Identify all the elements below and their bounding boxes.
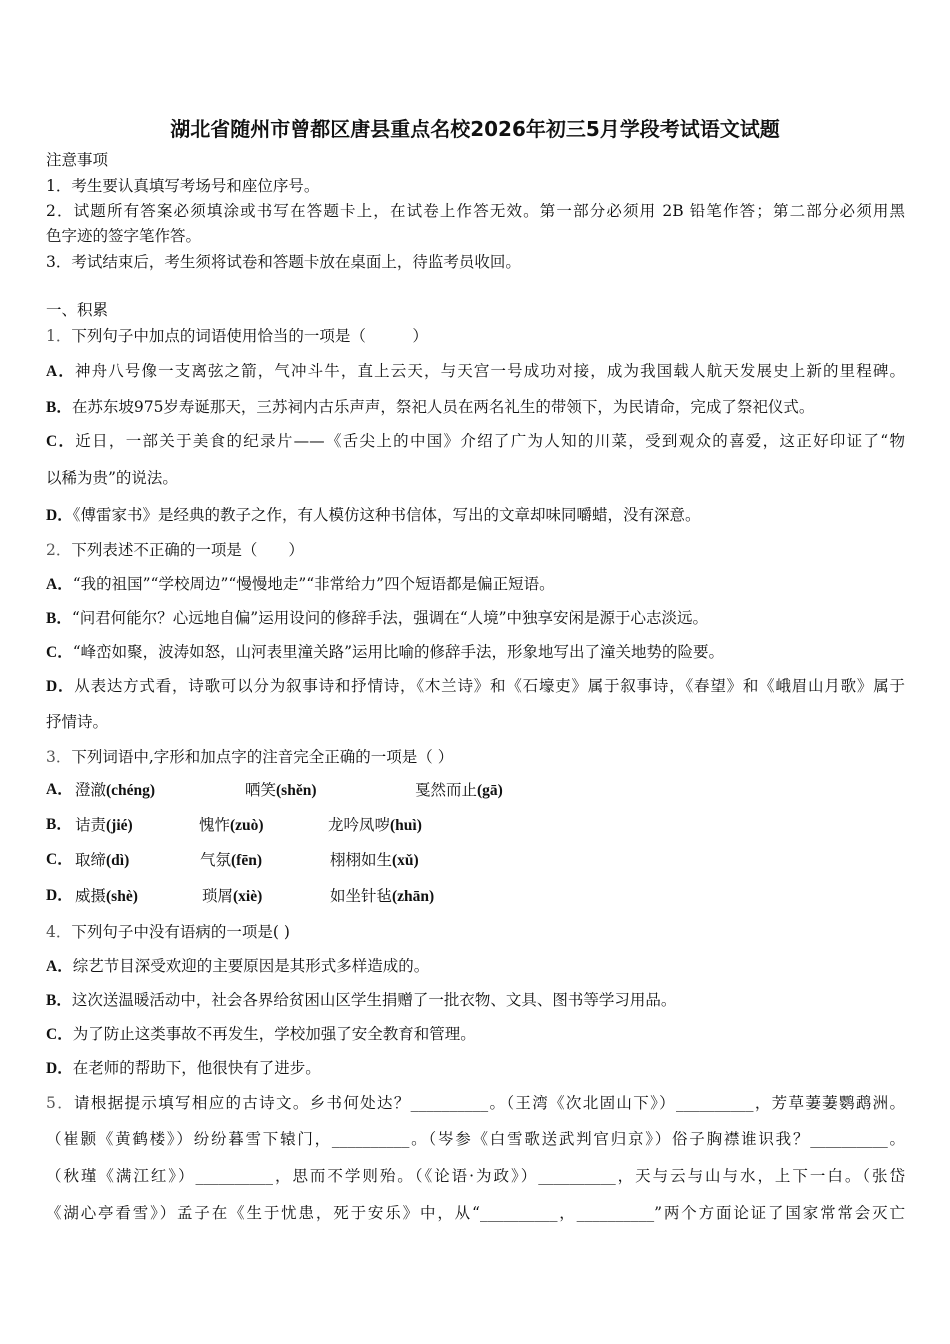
option-label: C．: [46, 644, 73, 661]
word-item: [199, 814, 264, 837]
option-label: C．: [46, 433, 76, 450]
question-number: 3．: [46, 748, 72, 766]
q4-option-c: [46, 1023, 476, 1046]
option-text: 在苏东坡975岁寿诞那天，三苏祠内古乐声声，祭祀人员在两名礼生的带领下，为民请命，完成了祭祀仪式。: [71, 398, 815, 416]
option-label: B．: [46, 992, 72, 1009]
word: 戛然而止: [415, 781, 478, 799]
word: 诘责: [75, 816, 107, 834]
word-item: [75, 814, 133, 837]
question-text: 下列词语中,字形和加点字的注音完全正确的一项是（ ）: [71, 748, 454, 766]
word-item: [200, 849, 262, 872]
pinyin: (xǔ): [392, 852, 419, 869]
word-item: [330, 849, 419, 872]
word: 琐屑: [202, 887, 234, 905]
option-label: A．: [46, 781, 73, 798]
word-item: [245, 779, 317, 802]
word-item: [415, 779, 503, 802]
q2-option-d-cont: 抒情诗。: [46, 713, 109, 731]
question-5-line: [46, 1092, 905, 1114]
q1-option-d: [46, 504, 700, 527]
q1-option-c: [46, 430, 905, 453]
word-item: [330, 885, 434, 908]
notice-item: 3．考试结束后，考生须将试卷和答题卡放在桌面上，待监考员收回。: [46, 253, 521, 271]
pinyin: (dì): [106, 852, 130, 869]
pinyin: (gā): [477, 782, 503, 799]
option-label: C．: [46, 1026, 73, 1043]
notice-item: 2．试题所有答案必须填涂或书写在答题卡上，在试卷上作答无效。第一部分必须用 2B 铅笔作答；第二部分必须用黑: [46, 202, 905, 220]
option-label: A．: [46, 363, 75, 380]
option-text: 神舟八号像一支离弦之箭，气冲斗牛，直上云天，与天宫一号成功对接，成为我国载人航天发展史上新的里程碑。: [74, 362, 905, 380]
option-label: B．: [46, 399, 72, 416]
notice-heading: 注意事项: [46, 151, 109, 169]
pinyin: (zhān): [392, 888, 435, 905]
pinyin: (xiè): [233, 888, 263, 905]
pinyin: (shěn): [276, 782, 317, 799]
option-text: “峰峦如聚，波涛如怒，山河表里潼关路”运用比喻的修辞手法，形象地写出了潼关地势的险要。: [72, 643, 725, 661]
q1-option-b: [46, 396, 814, 419]
option-text: 在老师的帮助下，他很快有了进步。: [72, 1059, 321, 1077]
word: 栩栩如生: [330, 851, 393, 869]
q2-option-a: [46, 573, 555, 596]
question-number: 5．: [46, 1094, 75, 1112]
word: 哂笑: [245, 781, 277, 799]
q4-option-b: [46, 989, 676, 1012]
question-number: 4．: [46, 923, 72, 941]
pinyin: (fēn): [231, 852, 263, 869]
question-number: 2．: [46, 541, 72, 559]
option-text: 近日，一部关于美食的纪录片——《舌尖上的中国》介绍了广为人知的川菜，受到观众的喜爱，这正好印证了“物: [75, 432, 905, 450]
option-label: A．: [46, 958, 73, 975]
option-text: 这次送温暖活动中，社会各界给贫困山区学生捐赠了一批衣物、文具、图书等学习用品。: [71, 991, 677, 1009]
q4-option-a: [46, 955, 429, 978]
word-item: [75, 885, 138, 908]
pinyin: (huì): [390, 817, 422, 834]
option-label: C．: [46, 851, 73, 868]
word: 龙吟凤哕: [328, 816, 391, 834]
word: 澄澈: [75, 781, 107, 799]
page-title: 湖北省随州市曾都区唐县重点名校2026年初三5月学段考试语文试题: [170, 117, 780, 141]
option-label: D．: [46, 1060, 73, 1077]
word: 威摄: [75, 887, 107, 905]
option-text: 从表达方式看，诗歌可以分为叙事诗和抒情诗，《木兰诗》和《石壕吏》属于叙事诗，《春望》和《峨眉山月歌》属于: [74, 677, 905, 695]
option-text: 为了防止这类事故不再发生，学校加强了安全教育和管理。: [72, 1025, 476, 1043]
word-item: [328, 814, 422, 837]
pinyin: (zuò): [230, 817, 264, 834]
question-number: 1．: [46, 327, 72, 345]
option-text: “我的祖国”“学校周边”“慢慢地走”“非常给力”四个短语都是偏正短语。: [72, 575, 555, 593]
q2-option-c: [46, 641, 724, 664]
word-item: [75, 779, 155, 802]
question-5-line: （秋瑾《满江红》）__________，思而不学则殆。（《论语·为政》）__________，天与云与山与水，上下一白。（张岱: [46, 1167, 905, 1185]
q2-option-b: [46, 607, 708, 630]
question-text: 下列表述不正确的一项是（ ）: [71, 541, 304, 559]
q1-option-a: [46, 360, 905, 383]
word-item: [75, 849, 129, 872]
option-label: D．: [46, 678, 75, 695]
option-label: B．: [46, 610, 72, 627]
question-2-stem: [46, 539, 304, 561]
word: 如坐针毡: [330, 887, 393, 905]
option-label: D．: [46, 887, 73, 904]
q2-option-d: [46, 675, 905, 698]
question-1-stem: [46, 325, 428, 347]
option-label: B．: [46, 816, 72, 833]
q4-option-d: [46, 1057, 321, 1080]
word: 愧怍: [199, 816, 231, 834]
pinyin: (chéng): [106, 782, 156, 799]
word: 取缔: [75, 851, 107, 869]
pinyin: (jié): [106, 817, 133, 834]
option-text: 《傅雷家书》是经典的教子之作，有人模仿这种书信体，写出的文章却味同嚼蜡，没有深意。: [72, 506, 701, 524]
option-text: “问君何能尔？心远地自偏”运用设问的修辞手法，强调在“人境”中独享安闲是源于心志淡远。: [71, 609, 709, 627]
option-label: A．: [46, 576, 73, 593]
section-heading: 一、积累: [46, 301, 109, 319]
q1-option-c-cont: 以稀为贵”的说法。: [46, 469, 178, 487]
option-text: 综艺节目深受欢迎的主要原因是其形式多样造成的。: [72, 957, 430, 975]
question-text: 下列句子中没有语病的一项是( ): [71, 923, 290, 941]
word-item: [202, 885, 262, 908]
question-text: 下列句子中加点的词语使用恰当的一项是（ ）: [71, 327, 428, 345]
question-4-stem: [46, 921, 290, 943]
option-label: D．: [46, 507, 73, 524]
question-3-stem: [46, 746, 453, 768]
notice-item: 1．考生要认真填写考场号和座位序号。: [46, 177, 320, 195]
question-text: 请根据提示填写相应的古诗文。乡书何处达？__________。（王湾《次北固山下》）__________，芳草萋萋鹦鹉洲。: [74, 1094, 905, 1112]
question-5-line: 《湖心亭看雪》）孟子在《生于忧患，死于安乐》中，从“__________，__________”两个方面论证了国家常常会灭亡: [46, 1204, 905, 1222]
pinyin: (shè): [106, 888, 138, 905]
word: 气氛: [200, 851, 232, 869]
question-5-line: （崔颢《黄鹤楼》）纷纷暮雪下辕门，__________。（岑参《白雪歌送武判官归京》）俗子胸襟谁识我？__________。: [46, 1130, 905, 1148]
notice-item: 色字迹的签字笔作答。: [46, 227, 202, 245]
